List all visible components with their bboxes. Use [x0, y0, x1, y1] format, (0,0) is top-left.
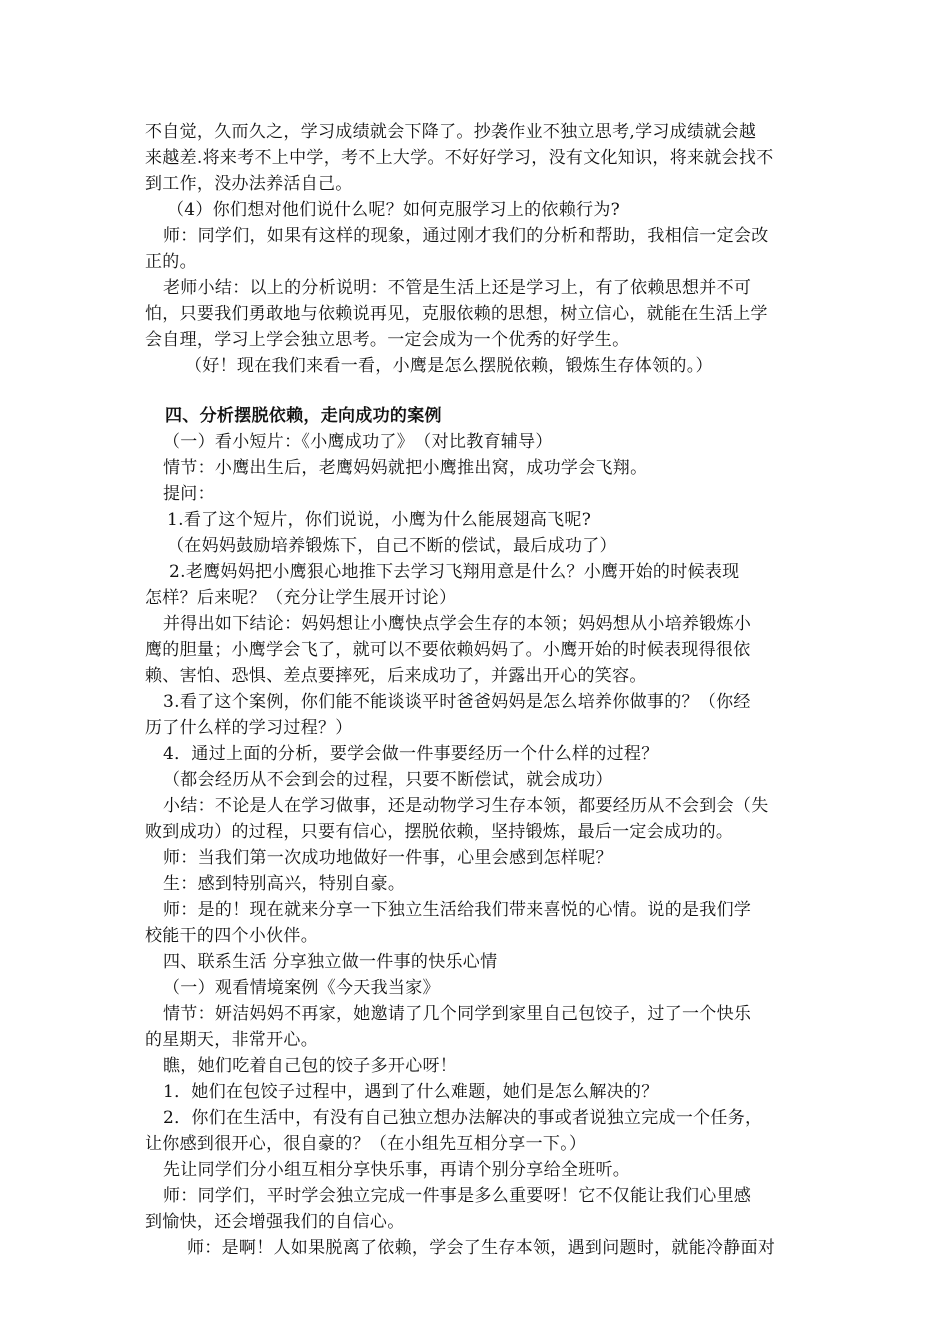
text-line: 并得出如下结论：妈妈想让小鹰快点学会生存的本领；妈妈想从小培养锻炼小	[163, 614, 752, 634]
text-line: 1．她们在包饺子过程中，遇到了什么难题，她们是怎么解决的？	[163, 1082, 659, 1102]
text-line: 1.看了这个短片，你们说说，小鹰为什么能展翅高飞呢?	[167, 510, 592, 530]
text-line: 3.看了这个案例，你们能不能谈谈平时爸爸妈妈是怎么培养你做事的？（你经	[163, 692, 751, 712]
text-line: 到愉快，还会增强我们的自信心。	[145, 1212, 405, 1232]
text-line: 老师小结：以上的分析说明：不管是生活上还是学习上，有了依赖思想并不可	[163, 278, 752, 298]
text-line: 正的。	[145, 252, 197, 272]
text-line: 师：同学们，平时学会独立完成一件事是多么重要呀！它不仅能让我们心里感	[163, 1186, 752, 1206]
text-line: 怎样？后来呢？（充分让学生展开讨论）	[145, 588, 457, 608]
text-line: （一）观看情境案例《今天我当家》	[163, 978, 440, 998]
text-line: （一）看小短片：《小鹰成功了》 （对比教育辅导）	[163, 432, 553, 452]
text-line: 小结：不论是人在学习做事，还是动物学习生存本领，都要经历从不会到会（失	[163, 796, 769, 816]
text-line: 情节：小鹰出生后，老鹰妈妈就把小鹰推出窝，成功学会飞翔。	[163, 458, 648, 478]
text-line: 赖、害怕、恐惧、差点要摔死，后来成功了，并露出开心的笑容。	[145, 666, 647, 686]
text-line: （好！现在我们来看一看，小鹰是怎么摆脱依赖，锻炼生存体领的。）	[185, 356, 713, 376]
text-line: （4）你们想对他们说什么呢？如何克服学习上的依赖行为?	[167, 200, 621, 220]
text-line: 到工作，没办法养活自己。	[145, 174, 353, 194]
text-line: 怕，只要我们勇敢地与依赖说再见，克服依赖的思想，树立信心，就能在生活上学	[145, 304, 768, 324]
text-line: 情节：妍洁妈妈不再家，她邀请了几个同学到家里自己包饺子，过了一个快乐	[163, 1004, 752, 1024]
text-line: 4．通过上面的分析，要学会做一件事要经历一个什么样的过程？	[163, 744, 659, 764]
text-line: 让你感到很开心，很自豪的？（在小组先互相分享一下。）	[145, 1134, 587, 1154]
text-line: 先让同学们分小组互相分享快乐事，再请个别分享给全班听。	[163, 1160, 631, 1180]
text-line: 不自觉，久而久之，学习成绩就会下降了。抄袭作业不独立思考,学习成绩就会越	[145, 122, 757, 142]
text-line: 师：当我们第一次成功地做好一件事，心里会感到怎样呢？	[163, 848, 613, 868]
text-line: 师：是的！现在就来分享一下独立生活给我们带来喜悦的心情。说的是我们学	[163, 900, 752, 920]
text-line: 师：是啊！人如果脱离了依赖，学会了生存本领，遇到问题时，就能冷静面对	[187, 1238, 776, 1258]
text-line: 会自理，学习上学会独立思考。一定会成为一个优秀的好学生。	[145, 330, 630, 350]
text-line: 师：同学们，如果有这样的现象，通过刚才我们的分析和帮助，我相信一定会改	[163, 226, 769, 246]
text-line: 来越差.将来考不上中学，考不上大学。不好好学习，没有文化知识，将来就会找不	[145, 148, 774, 168]
text-line: 生：感到特别高兴，特别自豪。	[163, 874, 406, 894]
section-heading: 四、联系生活 分享独立做一件事的快乐心情	[163, 952, 498, 972]
text-line: （都会经历从不会到会的过程，只要不断偿试，就会成功）	[163, 770, 613, 790]
text-line: 的星期天，非常开心。	[145, 1030, 318, 1050]
text-line: 历了什么样的学习过程？）	[145, 718, 353, 738]
text-line: 瞧，她们吃着自己包的饺子多开心呀！	[163, 1056, 458, 1076]
section-heading: 四、分析摆脱依赖，走向成功的案例	[165, 406, 442, 426]
text-line: 败到成功）的过程，只要有信心，摆脱依赖，坚持锻炼，最后一定会成功的。	[145, 822, 734, 842]
text-line: （在妈妈鼓励培养锻炼下，自己不断的偿试，最后成功了）	[167, 536, 617, 556]
text-line: 2．你们在生活中，有没有自己独立想办法解决的事或者说独立完成一个任务，	[163, 1108, 763, 1128]
text-line: 校能干的四个小伙伴。	[145, 926, 318, 946]
text-line: 鹰的胆量；小鹰学会飞了，就可以不要依赖妈妈了。小鹰开始的时候表现得很依	[145, 640, 751, 660]
text-line: 提问：	[163, 484, 215, 504]
text-line: 2.老鹰妈妈把小鹰狠心地推下去学习飞翔用意是什么？小鹰开始的时候表现	[169, 562, 740, 582]
